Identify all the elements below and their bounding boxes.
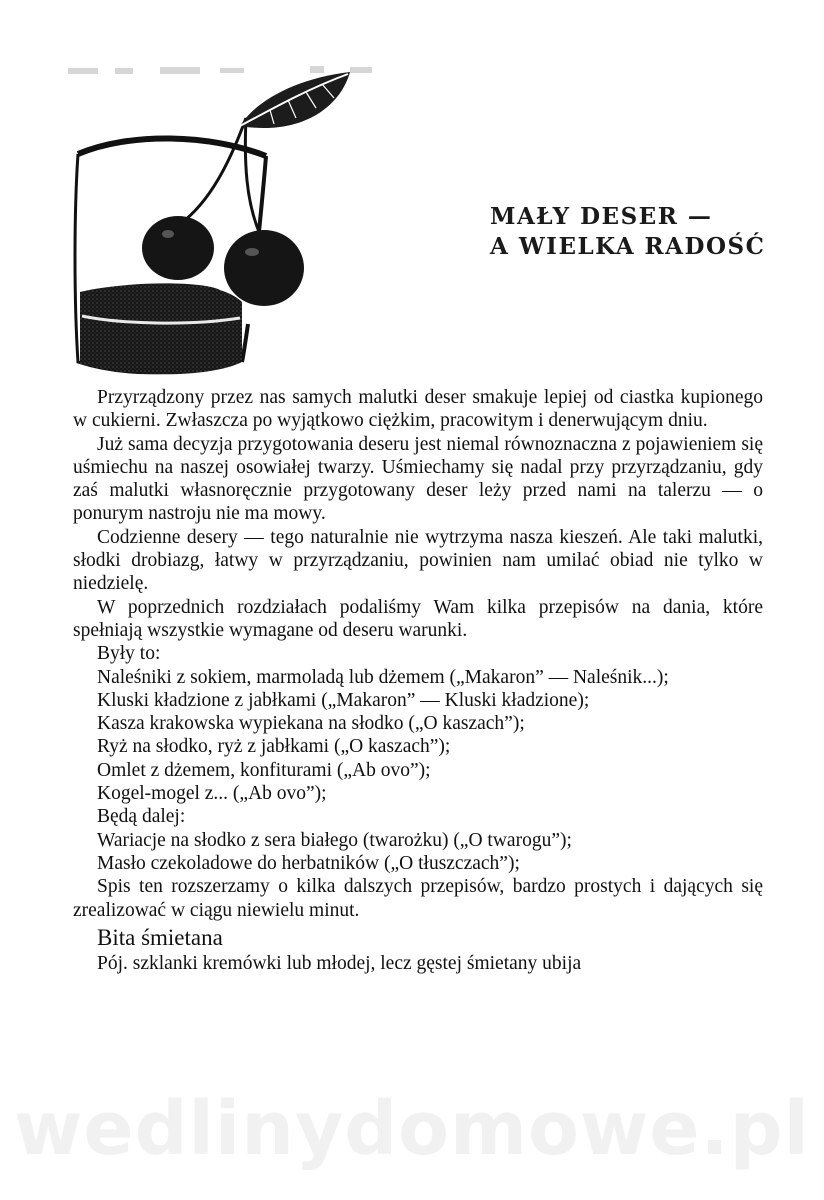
recipe-text: Pój. szklanki kremówki lub młodej, lecz gęstej śmietany ubija bbox=[97, 952, 582, 974]
glass-with-cherries-icon bbox=[60, 62, 380, 380]
body-text bbox=[73, 386, 763, 975]
chapter-title-line-1: MAŁY DESER — bbox=[490, 203, 713, 230]
print-artifact bbox=[68, 66, 372, 74]
leaf bbox=[240, 72, 350, 128]
paragraph-previous: W poprzednich rozdziałach podaliśmy Wam kilka przepisów na dania, które spełniają wszystkie wymagane od deseru warunki. bbox=[73, 596, 763, 641]
list-item: Kogel-mogel z... („Ab ovo”); bbox=[97, 783, 327, 805]
recipe-heading: Bita śmietana bbox=[97, 924, 223, 950]
list-item: Kluski kładzione z jabłkami („Makaron” — Kluski kładzione); bbox=[97, 689, 590, 711]
list2-intro: Będą dalej: bbox=[97, 806, 186, 828]
paragraph-decision: Już sama decyzja przygotowania deseru jest niemal równoznaczna z pojawieniem się uśmiechu na naszej osowiałej twarzy. Uśmiechamy się nadal przy przyrządzaniu, gdy zaś malutki własnoręcznie przygotowany deser leży przed nami na talerzu — o ponurym nastroju nie ma mowy. bbox=[73, 433, 763, 525]
list-item: Masło czekoladowe do herbatników („O tłuszczach”); bbox=[97, 852, 520, 874]
list-item: Kasza krakowska wypiekana na słodko („O kaszach”); bbox=[97, 713, 525, 735]
glass-liquid bbox=[80, 283, 242, 374]
list-intro: Były to: bbox=[97, 643, 161, 665]
watermark: wedlinydomowe.pl bbox=[14, 1086, 810, 1172]
list-item: Omlet z dżemem, konfiturami („Ab ovo”); bbox=[97, 759, 431, 781]
list-item: Ryż na słodko, ryż z jabłkami („O kaszach”); bbox=[97, 736, 451, 758]
chapter-title-line-2: A WIELKA RADOŚĆ bbox=[490, 233, 766, 260]
paragraph-closing: Spis ten rozszerzamy o kilka dalszych przepisów, bardzo prostych i dających się zrealizować w ciągu niewielu minut. bbox=[73, 876, 763, 921]
paragraph-intro: Przyrządzony przez nas samych malutki deser smakuje lepiej od ciastka kupionego w cukierni. Zwłaszcza po wyjątkowo ciężkim, pracowitym i denerwującym dniu. bbox=[73, 387, 763, 432]
cherry-stems bbox=[180, 118, 260, 234]
paragraph-everyday: Codzienne desery — tego naturalnie nie wytrzyma nasza kieszeń. Ale taki malutki, słodki drobiazg, łatwy w przyrządzaniu, powinien nam umilać obiad nie tylko w niedzielę. bbox=[73, 526, 763, 595]
list-item: Naleśniki z sokiem, marmoladą lub dżemem („Makaron” — Naleśnik...); bbox=[97, 666, 669, 688]
list-item: Wariacje na słodko z sera białego (twarożku) („O twarogu”); bbox=[97, 829, 572, 851]
chapter-title bbox=[490, 202, 780, 262]
